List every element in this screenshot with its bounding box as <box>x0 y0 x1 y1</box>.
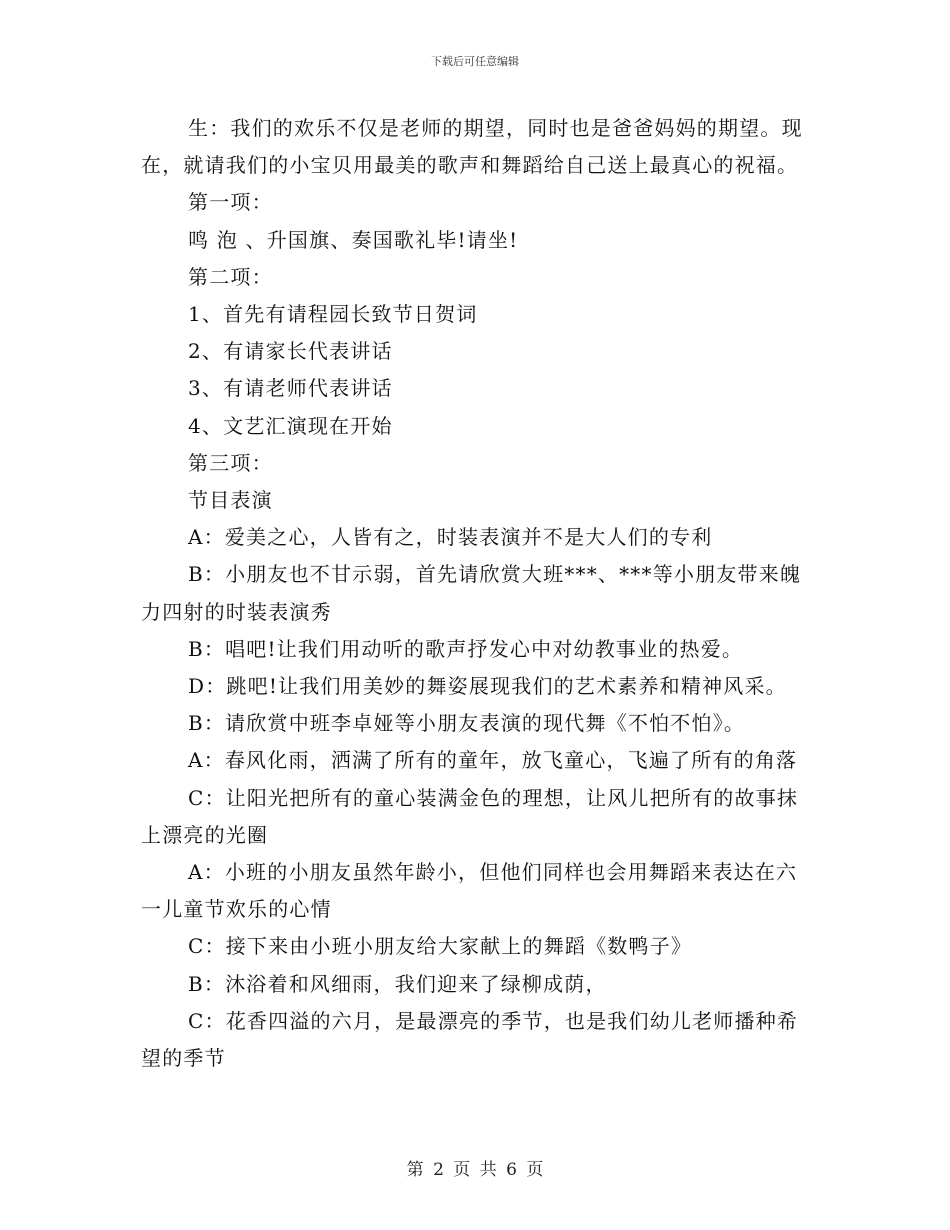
paragraph-dialogue: A：爱美之心，人皆有之，时装表演并不是大人们的专利 <box>188 525 713 550</box>
paragraph-list-3: 3、有请老师代表讲话 <box>188 376 393 401</box>
paragraph-dialogue: B：请欣赏中班李卓娅等小朋友表演的现代舞《不怕不怕》。 <box>188 711 746 736</box>
paragraph-dialogue: A：春风化雨，洒满了所有的童年，放飞童心，飞遍了所有的角落 <box>188 748 798 773</box>
paragraph-dialogue: C：接下来由小班小朋友给大家献上的舞蹈《数鸭子》 <box>188 934 693 959</box>
paragraph-list-1: 1、首先有请程园长致节日贺词 <box>188 302 478 327</box>
paragraph-flag-ceremony: 鸣 泡 、升国旗、奏国歌礼毕!请坐! <box>188 227 519 252</box>
paragraph-program-title: 节目表演 <box>188 488 273 513</box>
paragraph-list-2: 2、有请家长代表讲话 <box>188 339 393 364</box>
paragraph-dialogue: C：花香四溢的六月，是最漂亮的季节，也是我们幼儿老师播种希望的季节 <box>141 1008 799 1071</box>
paragraph-item-2-heading: 第二项： <box>188 264 273 289</box>
paragraph-dialogue: D：跳吧!让我们用美妙的舞姿展现我们的艺术素养和精神风采。 <box>188 674 787 699</box>
paragraph-item-1-heading: 第一项： <box>188 190 273 215</box>
paragraph-dialogue: B：沐浴着和风细雨，我们迎来了绿柳成荫， <box>188 971 607 996</box>
paragraph-greeting: 生：我们的欢乐不仅是老师的期望，同时也是爸爸妈妈的期望。现在，就请我们的小宝贝用最美的歌声和舞蹈给自己送上最真心的祝福。 <box>141 116 803 178</box>
paragraph-dialogue: C：让阳光把所有的童心装满金色的理想，让风儿把所有的故事抹上漂亮的光圈 <box>141 785 799 847</box>
paragraph-list-4: 4、文艺汇演现在开始 <box>188 413 393 438</box>
page-header: 下载后可任意编辑 <box>431 55 519 68</box>
paragraph-dialogue: B：唱吧!让我们用动听的歌声抒发心中对幼教事业的热爱。 <box>188 636 744 661</box>
paragraph-item-3-heading: 第三项： <box>188 450 273 475</box>
paragraph-dialogue: B：小朋友也不甘示弱，首先请欣赏大班***、***等小朋友带来魄力四射的时装表演秀 <box>141 562 802 624</box>
page-number: 第 2 页 共 6 页 <box>406 1160 544 1180</box>
paragraph-dialogue: A：小班的小朋友虽然年龄小，但他们同样也会用舞蹈来表达在六一儿童节欢乐的心情 <box>141 860 798 922</box>
document-body <box>141 110 811 1077</box>
